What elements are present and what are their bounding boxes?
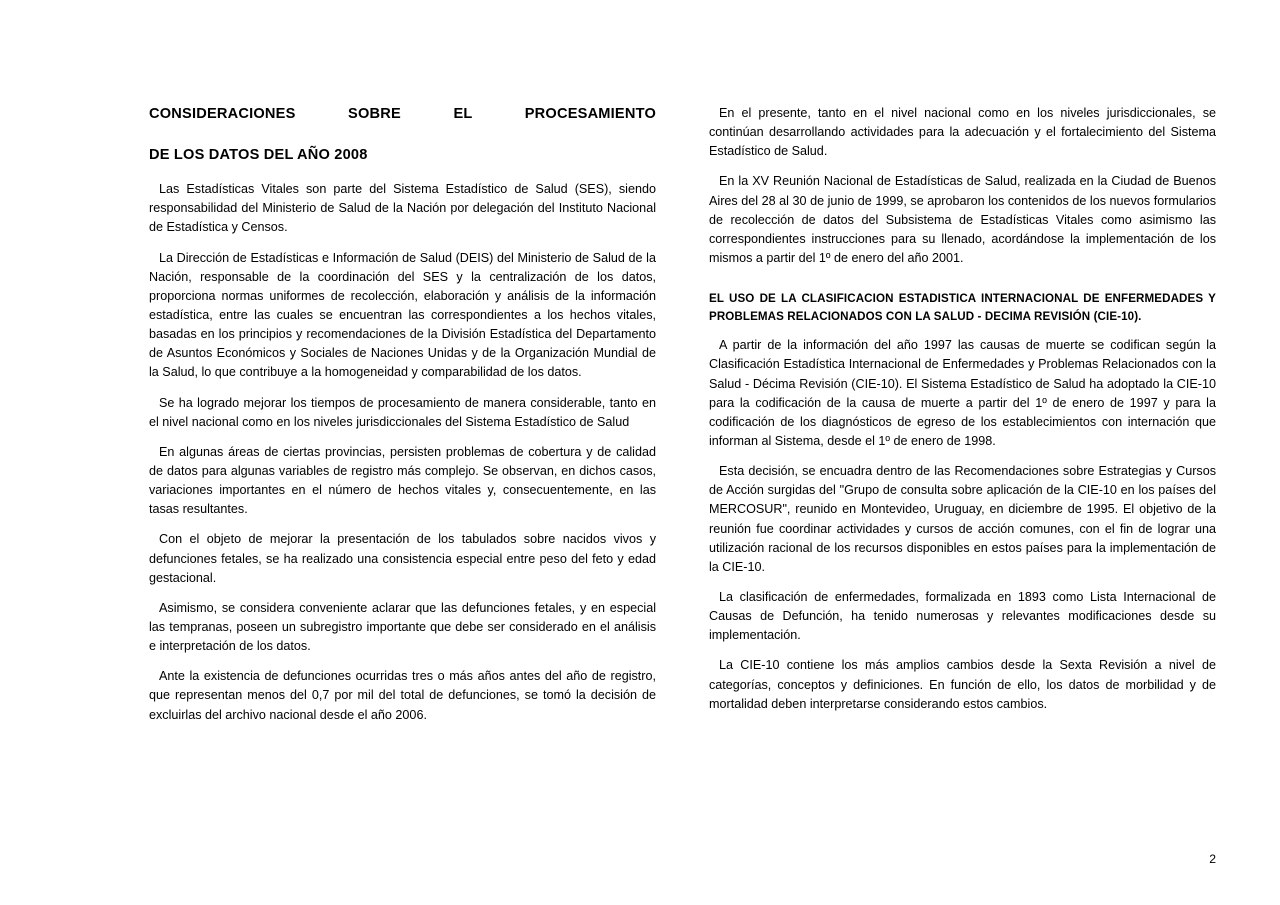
paragraph: La clasificación de enfermedades, formalizada en 1893 como Lista Internacional de Causas de Defunción, ha tenido numerosas y relevantes modificaciones desde su implementación. bbox=[709, 590, 1216, 643]
paragraph: Ante la existencia de defunciones ocurridas tres o más años antes del año de registro, que representan menos del 0,7 por mil del total de defunciones, se tomó la decisión de excluirlas del archivo nacional desde el año 2006. bbox=[149, 669, 656, 722]
two-column-layout bbox=[149, 104, 1216, 725]
page-title bbox=[149, 104, 656, 166]
paragraph: En algunas áreas de ciertas provincias, persisten problemas de cobertura y de calidad de datos para algunas variables de registro más complejo. Se observan, en dichos casos, variaciones importantes en el número de hechos vitales y, consecuentemente, en las tasas resultantes. bbox=[149, 444, 656, 517]
paragraph: La Dirección de Estadísticas e Información de Salud (DEIS) del Ministerio de Salud de la Nación, responsable de la coordinación del SES y la centralización de los datos, proporciona normas uniformes de recolección, elaboración y análisis de la información estadística, entre las cuales se encuentran las correspondientes a los hechos vitales, basadas en los principios y recomendaciones de la División Estadística del Departamento de Asuntos Económicos y Sociales de Naciones Unidas y de la Organización Mundial de la Salud, lo que contribuye a la homogeneidad y comparabilidad de los datos. bbox=[149, 250, 656, 380]
paragraph: A partir de la información del año 1997 las causas de muerte se codifican según la Clasificación Estadística Internacional de Enfermedades y Problemas Relacionados con la Salud - Décima Revisión (CIE-10). El Sistema Estadístico de Salud ha adoptado la CIE-10 para la codificación de la causa de muerte a partir del 1º de enero de 1997 y para la codificación de los diagnósticos de egreso de los establecimientos con internación que informan al Sistema, desde el 1º de enero de 1998. bbox=[709, 338, 1216, 449]
section-heading: EL USO DE LA CLASIFICACION ESTADISTICA INTERNACIONAL DE ENFERMEDADES Y PROBLEMAS RELACIONADOS CON LA SALUD - DECIMA REVISIÓN (CIE-10). bbox=[709, 292, 1216, 323]
paragraph: Con el objeto de mejorar la presentación de los tabulados sobre nacidos vivos y defunciones fetales, se ha realizado una consistencia especial entre peso del feto y edad gestacional. bbox=[149, 532, 656, 585]
right-column bbox=[709, 104, 1216, 725]
paragraph: La CIE-10 contiene los más amplios cambios desde la Sexta Revisión a nivel de categorías, conceptos y definiciones. En función de ello, los datos de morbilidad y de mortalidad deben interpretarse considerando estos cambios. bbox=[709, 658, 1216, 711]
page-number: 2 bbox=[1209, 851, 1216, 866]
paragraph: Asimismo, se considera conveniente aclarar que las defunciones fetales, y en especial las tempranas, poseen un subregistro importante que debe ser considerado en el análisis e interpretación de los datos. bbox=[149, 600, 656, 654]
paragraph: Se ha logrado mejorar los tiempos de procesamiento de manera considerable, tanto en el nivel nacional como en los niveles jurisdiccionales del Sistema Estadístico de Salud bbox=[149, 395, 656, 429]
left-column bbox=[149, 104, 656, 725]
page-title-line-2: DE LOS DATOS DEL AÑO 2008 bbox=[149, 147, 368, 164]
paragraph: Las Estadísticas Vitales son parte del Sistema Estadístico de Salud (SES), siendo responsabilidad del Ministerio de Salud de la Nación por delegación del Instituto Nacional de Estadística y Censos. bbox=[149, 182, 656, 235]
paragraph: Esta decisión, se encuadra dentro de las Recomendaciones sobre Estrategias y Cursos de Acción surgidas del "Grupo de consulta sobre aplicación de la CIE-10 en los países del MERCOSUR", reunido en Montevideo, Uruguay, en diciembre de 1995. El objetivo de la reunión fue coordinar actividades y cursos de acción comunes, con el fin de lograr una utilización racional de los recursos disponibles en estos países para la implementación de la CIE-10. bbox=[709, 464, 1216, 574]
page-title-line-1: CONSIDERACIONES SOBRE EL PROCESAMIENTO bbox=[149, 106, 656, 122]
paragraph: En el presente, tanto en el nivel nacional como en los niveles jurisdiccionales, se continúan desarrollando actividades para la adecuación y el fortalecimiento del Sistema Estadístico de Salud. bbox=[709, 106, 1216, 159]
paragraph: En la XV Reunión Nacional de Estadísticas de Salud, realizada en la Ciudad de Buenos Aires del 28 al 30 de junio de 1999, se aprobaron los contenidos de los nuevos formularios de recolección de datos del Subsistema de Estadísticas Vitales como asimismo las correspondientes instrucciones para su llenado, acordándose la implementación de los mismos a partir del 1º de enero del año 2001. bbox=[709, 174, 1216, 265]
